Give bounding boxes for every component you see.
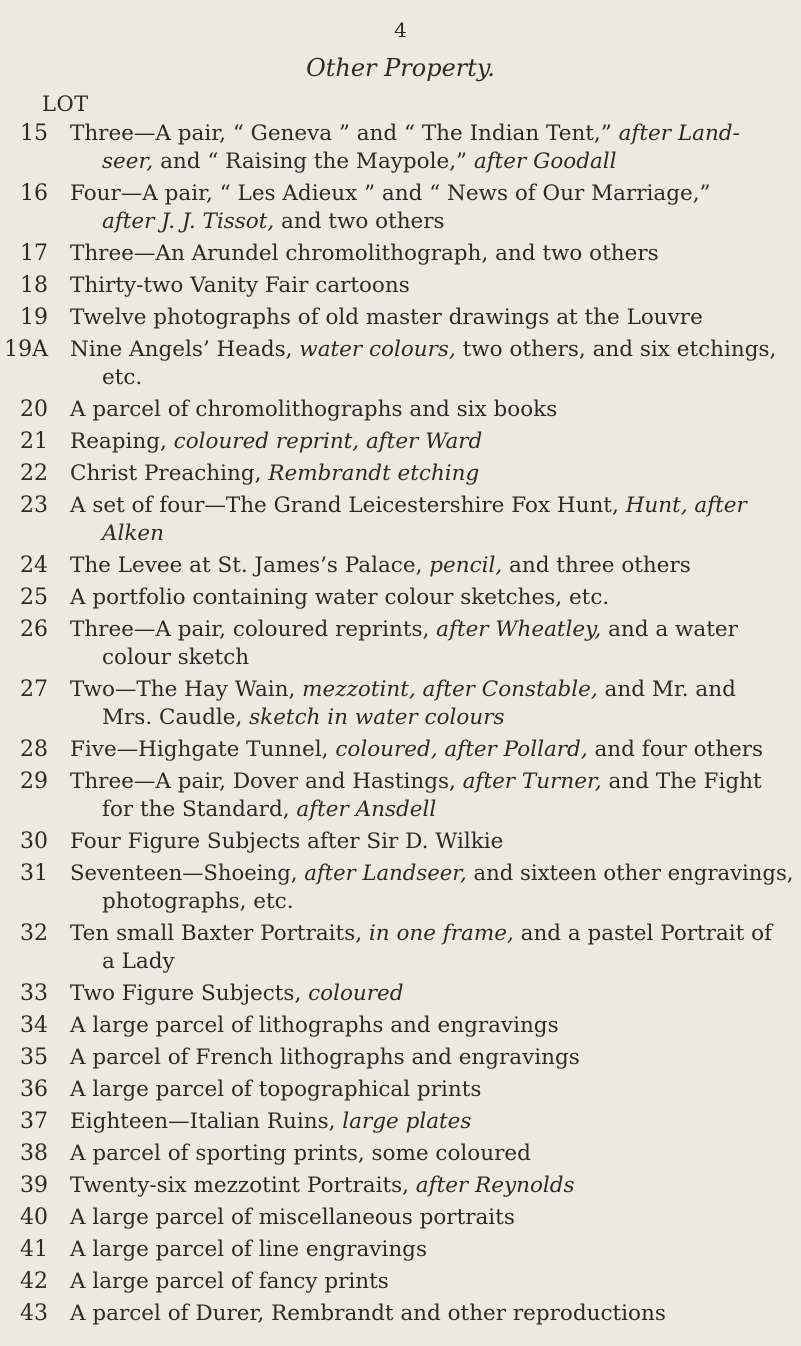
description-line (70, 828, 740, 856)
lot-description (70, 616, 750, 672)
lot-description (70, 1268, 750, 1296)
lot-entry (0, 1140, 801, 1168)
lot-description (70, 1172, 750, 1200)
lot-entry (0, 460, 801, 488)
lot-number: 15 (20, 121, 48, 146)
lot-description (70, 304, 750, 332)
lot-entry (0, 180, 801, 236)
lot-number: 33 (20, 981, 48, 1006)
section-title: Other Property. (306, 54, 495, 82)
lot-description (70, 1204, 750, 1232)
text: A large parcel of line engravings (70, 1237, 427, 1262)
italic-text: coloured (308, 981, 404, 1006)
lot-entry (0, 1172, 801, 1200)
lot-number: 39 (20, 1173, 48, 1198)
text: a Lady (102, 949, 175, 974)
italic-text: coloured reprint, after Ward (173, 429, 483, 454)
description-line (70, 180, 740, 208)
lot-description (70, 396, 750, 424)
text: Three—A pair, “ Geneva ” and “ The Indian Tent,” (70, 121, 619, 146)
lot-number: 20 (20, 397, 48, 422)
lot-entry (0, 616, 801, 672)
description-line (70, 520, 740, 548)
lot-number: 29 (20, 769, 48, 794)
text: Three—A pair, Dover and Hastings, (70, 769, 463, 794)
text: A large parcel of topographical prints (70, 1077, 482, 1102)
lot-number: 40 (20, 1205, 48, 1230)
lot-entry (0, 1268, 801, 1296)
lot-entry (0, 272, 801, 300)
description-line (70, 1300, 740, 1328)
description-line (70, 584, 740, 612)
lot-entry (0, 1012, 801, 1040)
lot-description (70, 1140, 750, 1168)
description-line (70, 796, 740, 824)
text: Four—A pair, “ Les Adieux ” and “ News of Our Marriage,” (70, 181, 711, 206)
lot-entry (0, 1108, 801, 1136)
italic-text: mezzotint, after Constable, (302, 677, 598, 702)
lot-description (70, 828, 750, 856)
lot-description (70, 1236, 750, 1264)
text: Four Figure Subjects after Sir D. Wilkie (70, 829, 504, 854)
lot-description (70, 336, 777, 392)
lot-entry (0, 336, 801, 392)
description-line (70, 704, 740, 732)
text: for the Standard, (102, 797, 297, 822)
lot-number: 32 (20, 921, 48, 946)
lot-number: 18 (20, 273, 48, 298)
text: Twenty-six mezzotint Portraits, (70, 1173, 416, 1198)
lot-number: 31 (20, 861, 48, 886)
text: A large parcel of lithographs and engravings (70, 1013, 559, 1038)
italic-text: Hunt, after (625, 493, 747, 518)
lot-number: 27 (20, 677, 48, 702)
lot-description (70, 1044, 750, 1072)
italic-text: Rembrandt etching (268, 461, 480, 486)
text: and Mr. and (597, 677, 736, 702)
lot-number: 26 (20, 617, 48, 642)
description-line (70, 1076, 740, 1104)
lot-column-header: LOT (42, 92, 89, 116)
text: Five—Highgate Tunnel, (70, 737, 336, 762)
italic-text: large plates (342, 1109, 472, 1134)
description-line (70, 304, 740, 332)
lot-entry (0, 768, 801, 824)
italic-text: sketch in water colours (249, 705, 505, 730)
text: Seventeen—Shoeing, (70, 861, 305, 886)
text: A large parcel of fancy prints (70, 1269, 389, 1294)
text: Three—An Arundel chromolithograph, and two others (70, 241, 659, 266)
italic-text: seer, (102, 149, 154, 174)
lot-description (70, 860, 794, 916)
lot-number: 36 (20, 1077, 48, 1102)
description-line (70, 208, 740, 236)
description-line (70, 948, 740, 976)
italic-text: coloured, after Pollard, (335, 737, 588, 762)
lot-entry (0, 860, 801, 916)
lot-number: 38 (20, 1141, 48, 1166)
lot-entry (0, 396, 801, 424)
lot-description (70, 768, 762, 824)
text: and two others (274, 209, 445, 234)
lot-entry (0, 1044, 801, 1072)
description-line (70, 336, 777, 364)
lot-number: 23 (20, 493, 48, 518)
lot-number: 21 (20, 429, 48, 454)
lot-entry (0, 1204, 801, 1232)
lot-description (70, 676, 750, 732)
text: A parcel of French lithographs and engravings (70, 1045, 580, 1070)
description-line (70, 1268, 740, 1296)
text: A large parcel of miscellaneous portraits (70, 1205, 515, 1230)
description-line (70, 396, 740, 424)
lot-entry (0, 1236, 801, 1264)
lot-description (70, 428, 750, 456)
text: and sixteen other engravings, (466, 861, 794, 886)
lot-entry (0, 920, 801, 976)
lot-description (70, 272, 750, 300)
lot-number: 22 (20, 461, 48, 486)
lot-description (70, 1076, 750, 1104)
description-line (70, 1044, 740, 1072)
text: Two Figure Subjects, (70, 981, 309, 1006)
lot-entry (0, 980, 801, 1008)
description-line (70, 980, 740, 1008)
italic-text: after Reynolds (415, 1173, 575, 1198)
lot-description (70, 180, 750, 236)
lot-entry (0, 1300, 801, 1328)
lot-description (70, 1012, 750, 1040)
text: and a water (601, 617, 738, 642)
description-line (70, 1108, 740, 1136)
lot-number: 25 (20, 585, 48, 610)
italic-text: after Land- (618, 121, 740, 146)
italic-text: after Wheatley, (436, 617, 602, 642)
lot-description (70, 1300, 750, 1328)
italic-text: after J. J. Tissot, (102, 209, 275, 234)
lot-entry (0, 676, 801, 732)
text: A portfolio containing water colour sketches, etc. (70, 585, 610, 610)
lot-number: 35 (20, 1045, 48, 1070)
description-line (70, 1012, 740, 1040)
description-line (70, 616, 740, 644)
description-line (70, 492, 747, 520)
lot-description (70, 492, 750, 548)
description-line (70, 1204, 740, 1232)
lot-description (70, 920, 773, 976)
page-number: 4 (394, 18, 407, 42)
text: and “ Raising the Maypole,” (153, 149, 474, 174)
italic-text: in one frame, (368, 921, 514, 946)
text: Three—A pair, coloured reprints, (70, 617, 437, 642)
description-line (70, 364, 740, 392)
lot-description (70, 460, 750, 488)
lot-description (70, 240, 750, 268)
lot-entry (0, 240, 801, 268)
text: and three others (502, 553, 691, 578)
lot-description (70, 552, 750, 580)
italic-text: water colours, (299, 337, 456, 362)
lot-number: 30 (20, 829, 48, 854)
description-line (70, 148, 740, 176)
description-line (70, 860, 794, 888)
description-line (70, 1140, 740, 1168)
description-line (70, 676, 740, 704)
text: Nine Angels’ Heads, (70, 337, 300, 362)
lot-number: 19 (20, 305, 48, 330)
lot-number: 42 (20, 1269, 48, 1294)
text: Reaping, (70, 429, 174, 454)
text: A parcel of sporting prints, some coloured (70, 1141, 531, 1166)
lot-description (70, 1108, 750, 1136)
lot-number: 19A (4, 337, 48, 362)
italic-text: after Goodall (473, 149, 617, 174)
description-line (70, 920, 773, 948)
description-line (70, 644, 740, 672)
lot-description (70, 584, 750, 612)
description-line (70, 888, 740, 916)
lot-list (0, 120, 801, 1332)
text: Christ Preaching, (70, 461, 269, 486)
text: Mrs. Caudle, (102, 705, 250, 730)
lot-number: 16 (20, 181, 48, 206)
lot-description (70, 120, 750, 176)
lot-number: 24 (20, 553, 48, 578)
lot-entry (0, 492, 801, 548)
lot-entry (0, 828, 801, 856)
description-line (70, 428, 740, 456)
description-line (70, 240, 740, 268)
lot-entry (0, 120, 801, 176)
lot-entry (0, 736, 801, 764)
text: colour sketch (102, 645, 250, 670)
description-line (70, 1236, 740, 1264)
text: A set of four—The Grand Leicestershire Fox Hunt, (70, 493, 626, 518)
italic-text: pencil, (429, 553, 503, 578)
lot-number: 41 (20, 1237, 48, 1262)
lot-description (70, 736, 764, 764)
lot-number: 17 (20, 241, 48, 266)
description-line (70, 736, 764, 764)
lot-entry (0, 584, 801, 612)
description-line (70, 272, 740, 300)
lot-entry (0, 428, 801, 456)
italic-text: after Turner, (462, 769, 602, 794)
lot-number: 43 (20, 1301, 48, 1326)
text: two others, and six etchings, (455, 337, 777, 362)
text: The Levee at St. James’s Palace, (70, 553, 430, 578)
description-line (70, 768, 762, 796)
lot-number: 37 (20, 1109, 48, 1134)
lot-number: 34 (20, 1013, 48, 1038)
text: A parcel of Durer, Rembrandt and other reproductions (70, 1301, 666, 1326)
lot-description (70, 980, 750, 1008)
description-line (70, 120, 740, 148)
text: Ten small Baxter Portraits, (70, 921, 369, 946)
lot-entry (0, 304, 801, 332)
lot-number: 28 (20, 737, 48, 762)
text: A parcel of chromolithographs and six books (70, 397, 558, 422)
italic-text: Alken (102, 521, 165, 546)
text: Twelve photographs of old master drawings at the Louvre (70, 305, 703, 330)
text: Two—The Hay Wain, (70, 677, 303, 702)
text: photographs, etc. (102, 889, 294, 914)
text: Eighteen—Italian Ruins, (70, 1109, 343, 1134)
description-line (70, 1172, 740, 1200)
lot-entry (0, 1076, 801, 1104)
description-line (70, 460, 740, 488)
text: and four others (587, 737, 764, 762)
text: Thirty-two Vanity Fair cartoons (70, 273, 410, 298)
text: and The Fight (601, 769, 762, 794)
italic-text: after Landseer, (304, 861, 467, 886)
text: etc. (102, 365, 143, 390)
italic-text: after Ansdell (296, 797, 437, 822)
lot-entry (0, 552, 801, 580)
description-line (70, 552, 740, 580)
text: and a pastel Portrait of (513, 921, 773, 946)
